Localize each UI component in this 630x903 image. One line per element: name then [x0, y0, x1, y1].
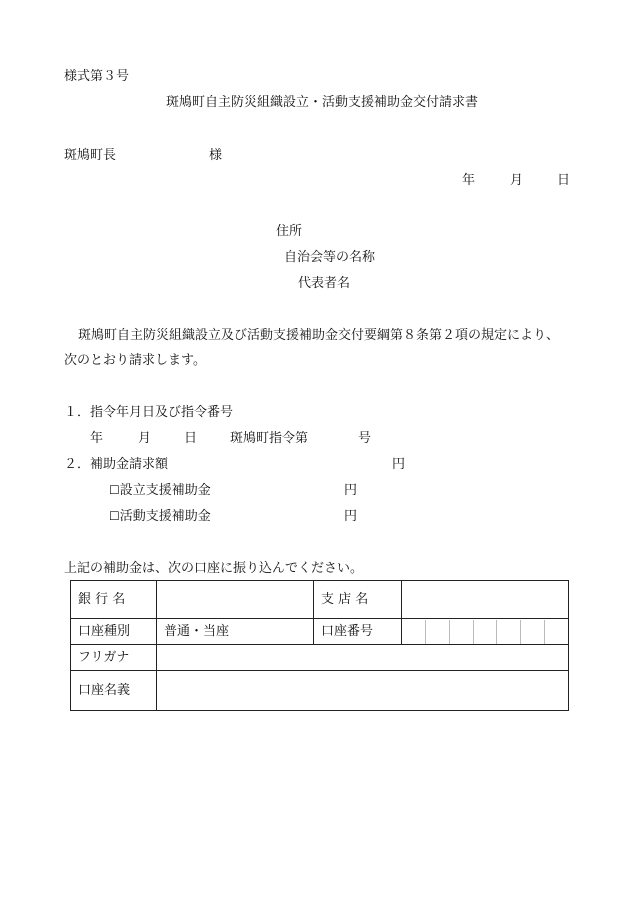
date-month-label: 月: [510, 173, 524, 188]
checkbox-establishment[interactable]: ☐: [109, 483, 120, 497]
body-text-line-1: 斑鳩町自主防災組織設立及び活動支援補助金交付要綱第８条第２項の規定により、: [78, 328, 560, 343]
bank-name-label: 銀 行 名: [71, 581, 157, 619]
establishment-subsidy-label: 設立支援補助金: [119, 483, 211, 498]
digit-box[interactable]: [544, 620, 568, 644]
applicant-org-name-label: 自治会等の名称: [284, 250, 376, 265]
bank-name-field[interactable]: [157, 581, 314, 619]
subsidy-row-activity: [109, 510, 211, 523]
item1-number-suffix: 号: [358, 431, 372, 446]
account-number-digit-boxes: [402, 620, 568, 644]
branch-name-label: 支 店 名: [314, 581, 402, 619]
account-number-label: 口座番号: [314, 619, 402, 645]
digit-box[interactable]: [449, 620, 473, 644]
account-number-field[interactable]: [402, 619, 569, 645]
item1-year: 年: [90, 431, 104, 446]
account-type-label: 口座種別: [71, 619, 157, 645]
branch-name-field[interactable]: [402, 581, 569, 619]
account-type-value[interactable]: 普通・当座: [157, 619, 314, 645]
activity-subsidy-label: 活動支援補助金: [119, 509, 211, 524]
account-holder-label: 口座名義: [71, 671, 157, 711]
digit-box[interactable]: [496, 620, 520, 644]
digit-box[interactable]: [473, 620, 497, 644]
form-number: 様式第３号: [64, 69, 130, 84]
document-title: 斑鳩町自主防災組織設立・活動支援補助金交付請求書: [166, 95, 479, 110]
item1-day: 日: [184, 431, 198, 446]
item2-label: ２．補助金請求額: [64, 457, 169, 472]
addressee-name: 斑鳩町長: [64, 148, 117, 163]
checkbox-activity[interactable]: ☐: [109, 509, 120, 523]
date-year-label: 年: [462, 173, 476, 188]
establishment-subsidy-yen: 円: [344, 483, 358, 498]
date-day-label: 日: [557, 173, 571, 188]
digit-box[interactable]: [520, 620, 544, 644]
item1-label: １．指令年月日及び指令番号: [64, 405, 234, 420]
body-text-line-2: 次のとおり請求します。: [64, 353, 206, 368]
furigana-label: フリガナ: [71, 645, 157, 671]
item2-yen: 円: [392, 457, 406, 472]
furigana-field[interactable]: [157, 645, 569, 671]
bank-account-table: [70, 580, 569, 711]
digit-box[interactable]: [425, 620, 449, 644]
applicant-address-label: 住所: [276, 224, 303, 239]
addressee-honorific: 様: [209, 148, 223, 163]
item1-directive-label: 斑鳩町指令第: [230, 431, 309, 446]
item1-month: 月: [138, 431, 152, 446]
applicant-representative-label: 代表者名: [298, 276, 351, 291]
subsidy-row-establishment: [109, 484, 211, 497]
transfer-note: 上記の補助金は、次の口座に振り込んでください。: [64, 561, 364, 576]
activity-subsidy-yen: 円: [344, 509, 358, 524]
account-holder-field[interactable]: [157, 671, 569, 711]
digit-box[interactable]: [402, 620, 425, 644]
